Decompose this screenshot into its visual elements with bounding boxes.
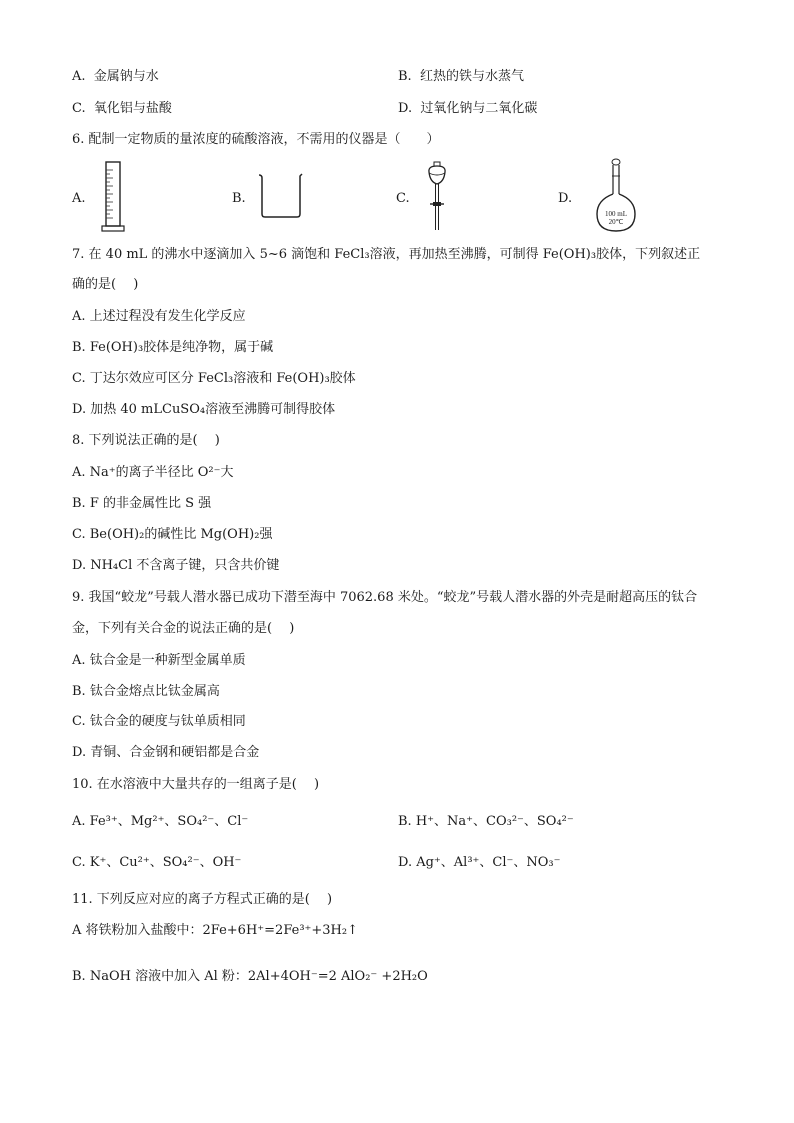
q6-option-b-label: B. [232, 191, 246, 206]
q5-option-a [72, 68, 159, 86]
q7-option-a: A. 上述过程没有发生化学反应 [72, 309, 246, 324]
q11-stem: 11. 下列反应对应的离子方程式正确的是( ) [72, 892, 333, 907]
q11-option-a: A 将铁粉加入盐酸中：2Fe+6H⁺=2Fe³⁺+3H₂↑ [72, 923, 359, 938]
q6-option-c-label: C. [396, 191, 410, 206]
flask-temperature-label: 20℃ [608, 218, 624, 226]
q10-stem: 10. 在水溶液中大量共存的一组离子是( ) [72, 777, 320, 792]
q11-option-b: B. NaOH 溶液中加入 Al 粉：2Al+4OH⁻=2 AlO₂⁻ +2H₂O [72, 969, 428, 984]
option-label: D. [398, 101, 413, 116]
q7-stem-line1: 7. 在 40 mL 的沸水中逐滴加入 5~6 滴饱和 FeCl₃溶液，再加热至沸腾，可制得 Fe(OH)₃胶体，下列叙述正 [72, 247, 701, 262]
option-label: B. [398, 69, 412, 84]
q9-stem-line2: 金，下列有关合金的说法正确的是( ) [72, 621, 295, 636]
q6-stem: 6. 配制一定物质的量浓度的硫酸溶液，不需用的仪器是（ ） [72, 132, 440, 147]
q9-stem-line1: 9. 我国“蛟龙”号载人潜水器已成功下潜至海中 7062.68 米处。“蛟龙”号载人潜水器的外壳是耐超高压的钛合 [72, 590, 698, 605]
option-text: 红热的铁与水蒸气 [419, 69, 524, 84]
q9-option-b: B. 钛合金熔点比钛金属高 [72, 684, 220, 699]
q9-option-c: C. 钛合金的硬度与钛单质相同 [72, 714, 246, 729]
beaker-icon [256, 172, 306, 224]
q7-option-b: B. Fe(OH)₃胶体是纯净物，属于碱 [72, 340, 274, 355]
q8-stem: 8. 下列说法正确的是( ) [72, 433, 220, 448]
q7-stem-line2: 确的是( ) [72, 277, 139, 292]
q8-option-b: B. F 的非金属性比 S 强 [72, 496, 212, 511]
q6-option-d-label: D. [558, 191, 573, 206]
option-text: 过氧化钠与二氧化碳 [420, 101, 538, 116]
q10-option-d: D. Ag⁺、Al³⁺、Cl⁻、NO₃⁻ [398, 855, 561, 870]
graduated-cylinder-icon [100, 160, 126, 238]
flask-volume-label: 100 mL [605, 210, 627, 218]
q7-option-c: C. 丁达尔效应可区分 FeCl₃溶液和 Fe(OH)₃胶体 [72, 371, 356, 386]
q10-option-b: B. H⁺、Na⁺、CO₃²⁻、SO₄²⁻ [398, 814, 574, 829]
volumetric-flask-icon [594, 158, 638, 238]
q9-option-d: D. 青铜、合金钢和硬铝都是合金 [72, 745, 260, 760]
q7-option-d: D. 加热 40 mLCuSO₄溶液至沸腾可制得胶体 [72, 402, 336, 417]
option-label: A. [72, 69, 86, 84]
q10-option-c: C. K⁺、Cu²⁺、SO₄²⁻、OH⁻ [72, 855, 242, 870]
q8-option-c: C. Be(OH)₂的碱性比 Mg(OH)₂强 [72, 527, 273, 542]
q5-option-b [398, 68, 524, 86]
q5-option-c [72, 100, 172, 118]
q8-option-d: D. NH₄Cl 不含离子键，只含共价键 [72, 558, 280, 573]
option-label: C. [72, 101, 86, 116]
option-text: 氧化铝与盐酸 [93, 101, 172, 116]
q10-option-a: A. Fe³⁺、Mg²⁺、SO₄²⁻、Cl⁻ [72, 814, 249, 829]
q6-option-a-label: A. [72, 191, 86, 206]
q8-option-a: A. Na⁺的离子半径比 O²⁻大 [72, 465, 234, 480]
q5-option-d [398, 100, 537, 118]
separatory-funnel-icon [424, 160, 450, 238]
option-text: 金属钠与水 [93, 69, 159, 84]
q9-option-a: A. 钛合金是一种新型金属单质 [72, 653, 246, 668]
